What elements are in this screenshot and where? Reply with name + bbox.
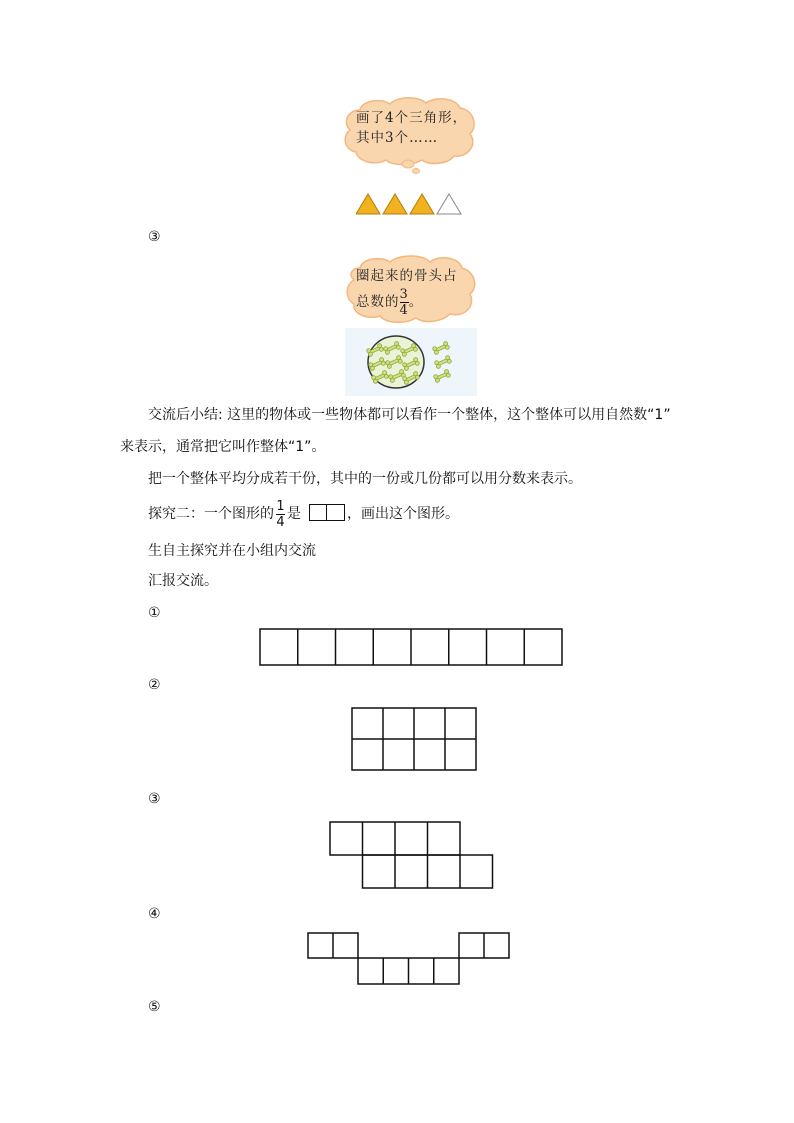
summary-line-1: 交流后小结: 这里的物体或一些物体都可以看作一个整体，这个整体可以用自然数“1” [148,407,671,423]
fraction-numerator: 3 [399,287,409,302]
bubble2-prefix: 总数的 [356,294,400,310]
triangle-filled-3 [410,194,434,214]
explore-2-prefix: 探究二：一个图形的 [148,506,274,522]
bubble-figure-2 [344,254,480,326]
marker-2: ② [148,677,161,693]
fraction-three-quarters [400,288,409,317]
marker-3: ③ [148,791,161,807]
summary-line-3: 把一个整体平均分成若干份，其中的一份或几份都可以用分数来表示。 [148,471,582,487]
bubble2-text-line1: 圈起来的骨头占 [356,268,458,284]
marker-1: ① [148,605,161,621]
fraction-one-quarter [276,500,285,529]
shape-4-u-shape [307,932,511,986]
explore-2-line [148,496,459,532]
bubble2-text-line2 [356,288,423,317]
fraction-denominator: 4 [399,303,409,318]
marker-4: ④ [148,906,161,922]
bubble-text-line1: 画了4个三角形， [356,110,468,126]
bubble2-suffix: 。 [408,294,424,310]
two-square-shape [309,504,345,521]
bubble-figure-1 [342,96,478,174]
bubble-text-line2: 其中3个…… [356,130,439,146]
triangle-filled-1 [356,194,380,214]
explore-2-suffix: ，画出这个图形。 [347,506,459,522]
triangles-row [356,193,462,215]
fraction-denominator: 4 [276,514,285,530]
explore-2-mid: 是 [287,506,301,522]
triangle-filled-2 [383,194,407,214]
shape-3-staggered [329,821,495,889]
triangle-empty [437,194,461,214]
fraction-numerator: 1 [276,498,285,514]
marker-5: ⑤ [148,999,161,1015]
item-marker-3-top: ③ [148,229,161,245]
shape-2-grid-2x4 [351,707,477,771]
self-explore-text: 生自主探究并在小组内交流 [148,543,316,559]
report-text: 汇报交流。 [148,573,218,589]
shape-1-row-of-8 [259,628,563,666]
bones-figure [345,328,477,396]
summary-line-2: 来表示，通常把它叫作整体“1”。 [120,439,326,455]
